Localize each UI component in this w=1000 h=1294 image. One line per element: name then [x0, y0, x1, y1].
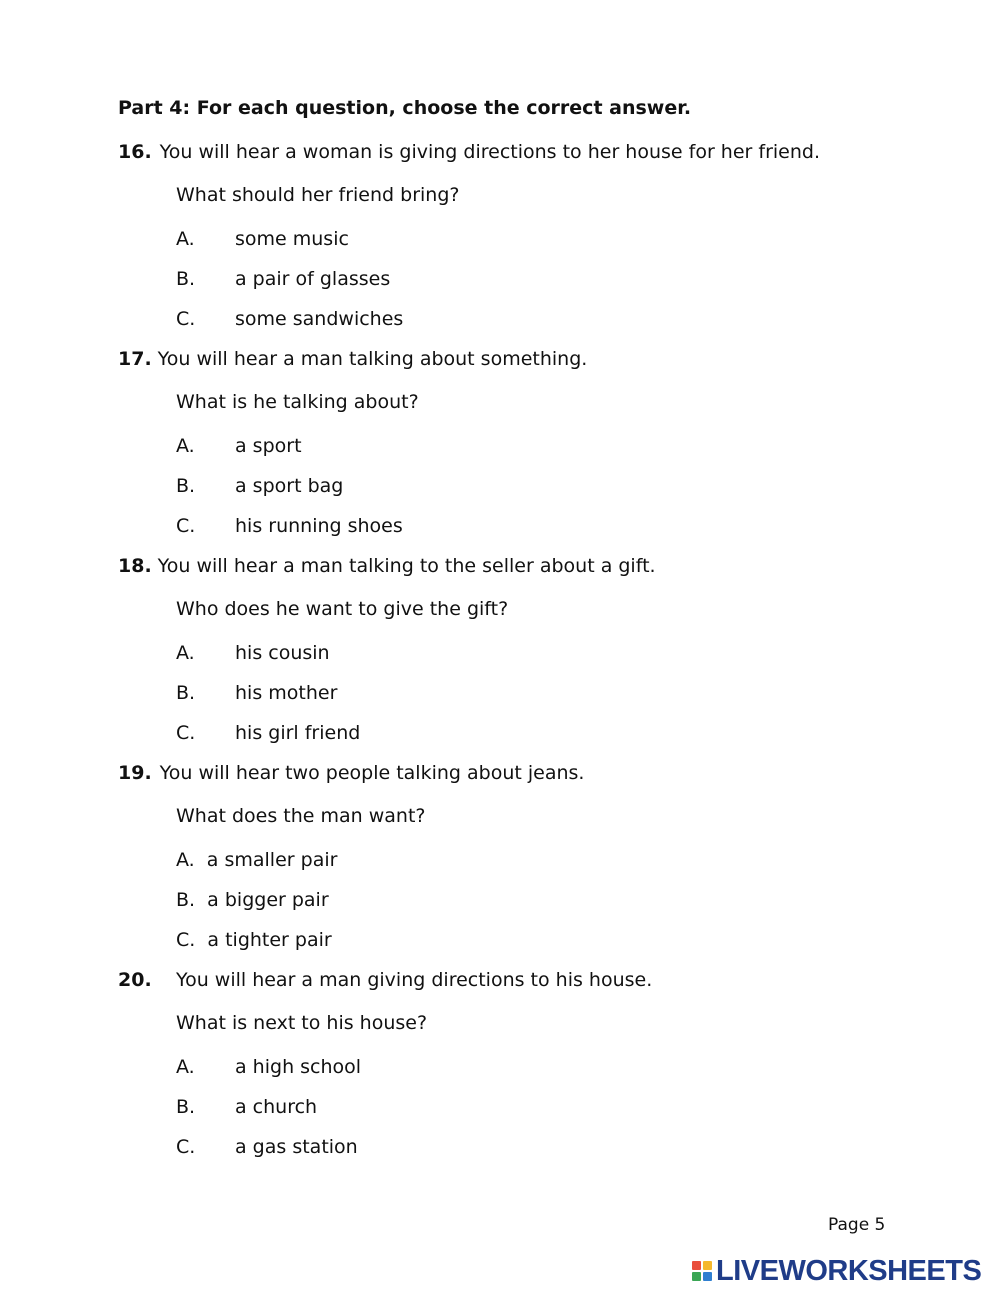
- option-text: his running shoes: [235, 515, 403, 537]
- question-text: You will hear two people talking about jeans.: [159, 762, 585, 784]
- option-letter: C.: [176, 515, 196, 537]
- question-text: You will hear a man talking about something.: [157, 348, 588, 370]
- option-letter: B.: [176, 889, 196, 911]
- option-letter: B.: [176, 1096, 196, 1118]
- option-line: [176, 849, 337, 871]
- option-text: a bigger pair: [207, 889, 329, 911]
- question-number: 19.: [118, 762, 152, 784]
- question-text: You will hear a man talking to the seller about a gift.: [157, 555, 656, 577]
- logo-mark-icon: [692, 1261, 712, 1281]
- option-letter: A.: [176, 1056, 195, 1078]
- question-18-statement: [118, 555, 656, 577]
- question-19-prompt: What does the man want?: [176, 805, 426, 827]
- question-number: 17.: [118, 348, 152, 370]
- option-text: a tighter pair: [207, 929, 332, 951]
- option-letter: B.: [176, 682, 196, 704]
- question-number: 18.: [118, 555, 152, 577]
- option-text: a smaller pair: [206, 849, 338, 871]
- option-letter: A.: [176, 435, 195, 457]
- question-20-statement: You will hear a man giving directions to his house.: [176, 969, 653, 991]
- option-letter: A.: [176, 849, 195, 871]
- question-16-statement: [118, 141, 820, 163]
- option-text: his cousin: [235, 642, 330, 664]
- option-text: a pair of glasses: [235, 268, 391, 290]
- option-text: a sport bag: [235, 475, 344, 497]
- question-20-number: 20.: [118, 969, 152, 991]
- liveworksheets-logo: [692, 1253, 981, 1289]
- option-text: a church: [235, 1096, 318, 1118]
- option-letter: B.: [176, 268, 196, 290]
- question-17-statement: [118, 348, 587, 370]
- option-text: a sport: [235, 435, 302, 457]
- page-number: Page 5: [828, 1215, 886, 1235]
- question-number: 16.: [118, 141, 152, 163]
- option-letter: C.: [176, 1136, 196, 1158]
- option-text: some sandwiches: [235, 308, 404, 330]
- option-letter: A.: [176, 642, 195, 664]
- logo-text: LIVEWORKSHEETS: [716, 1254, 982, 1287]
- option-text: his girl friend: [235, 722, 361, 744]
- option-text: some music: [235, 228, 349, 250]
- option-text: a high school: [235, 1056, 362, 1078]
- part-heading: Part 4: For each question, choose the correct answer.: [118, 97, 692, 119]
- option-letter: C.: [176, 929, 196, 951]
- option-letter: C.: [176, 308, 196, 330]
- question-16-prompt: What should her friend bring?: [176, 184, 460, 206]
- option-letter: A.: [176, 228, 195, 250]
- option-line: [176, 929, 332, 951]
- question-19-statement: [118, 762, 584, 784]
- question-text: You will hear a woman is giving directions to her house for her friend.: [159, 141, 820, 163]
- option-line: [176, 889, 329, 911]
- option-letter: C.: [176, 722, 196, 744]
- option-text: a gas station: [235, 1136, 358, 1158]
- question-20-prompt: What is next to his house?: [176, 1012, 428, 1034]
- option-text: his mother: [235, 682, 338, 704]
- question-17-prompt: What is he talking about?: [176, 391, 419, 413]
- question-18-prompt: Who does he want to give the gift?: [176, 598, 509, 620]
- option-letter: B.: [176, 475, 196, 497]
